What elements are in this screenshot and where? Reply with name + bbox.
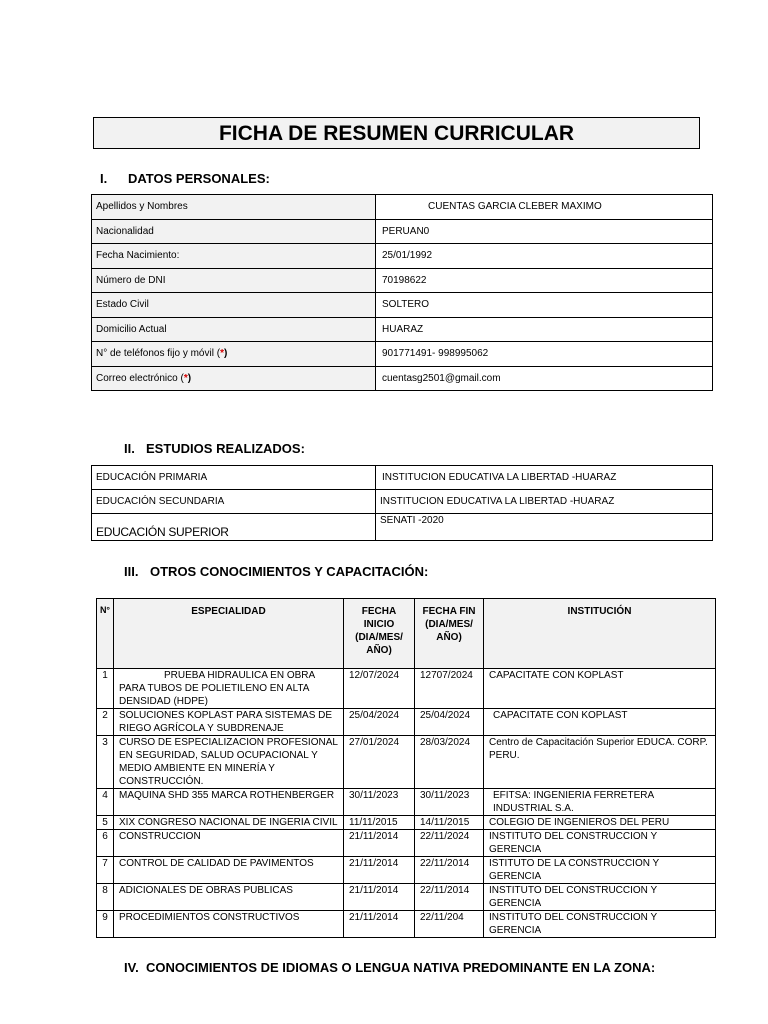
training-institucion: ISTITUTO DE LA CONSTRUCCION Y GERENCIA — [484, 857, 716, 884]
section-2-heading — [124, 441, 305, 456]
section-3-title: OTROS CONOCIMIENTOS Y CAPACITACIÓN: — [150, 564, 429, 579]
training-especialidad: ADICIONALES DE OBRAS PUBLICAS — [114, 884, 344, 911]
studies-value: INSTITUCION EDUCATIVA LA LIBERTAD -HUARAZ — [376, 466, 713, 490]
training-row — [97, 884, 716, 911]
header-especialidad: ESPECIALIDAD — [114, 599, 344, 669]
personal-label-text: N° de teléfonos fijo y móvil — [96, 348, 214, 360]
required-mark: * — [220, 348, 224, 360]
training-institucion: CAPACITATE CON KOPLAST — [484, 709, 716, 736]
training-fecha-fin: 22/11/2014 — [415, 857, 484, 884]
personal-value: CUENTAS GARCIA CLEBER MAXIMO — [376, 195, 713, 220]
personal-label-text: Estado Civil — [96, 299, 149, 311]
personal-row — [92, 342, 713, 367]
section-2-number: II. — [124, 441, 135, 456]
training-fecha-fin: 22/11/204 — [415, 911, 484, 938]
training-institucion: INSTITUTO DEL CONSTRUCCION Y GERENCIA — [484, 911, 716, 938]
personal-label — [92, 244, 376, 269]
training-row — [97, 830, 716, 857]
studies-table — [91, 465, 713, 541]
studies-value: INSTITUCION EDUCATIVA LA LIBERTAD -HUARAZ — [376, 490, 713, 514]
training-fecha-fin: 28/03/2024 — [415, 736, 484, 789]
personal-value: 70198622 — [376, 268, 713, 293]
training-fecha-fin: 30/11/2023 — [415, 789, 484, 816]
personal-value: 25/01/1992 — [376, 244, 713, 269]
training-especialidad: CONTROL DE CALIDAD DE PAVIMENTOS — [114, 857, 344, 884]
personal-row — [92, 219, 713, 244]
training-fecha-inicio: 11/11/2015 — [344, 816, 415, 830]
personal-value: cuentasg2501@gmail.com — [376, 366, 713, 391]
training-institucion: INSTITUTO DEL CONSTRUCCION Y GERENCIA — [484, 884, 716, 911]
training-fecha-inicio: 21/11/2014 — [344, 911, 415, 938]
personal-row — [92, 244, 713, 269]
personal-label-text: Nacionalidad — [96, 225, 154, 237]
personal-label-text: Domicilio Actual — [96, 323, 167, 335]
training-fecha-inicio: 21/11/2014 — [344, 830, 415, 857]
training-especialidad: PRUEBA HIDRAULICA EN OBRA PARA TUBOS DE POLIETILENO EN ALTA DENSIDAD (HDPE) — [114, 669, 344, 709]
personal-label-text: Apellidos y Nombres — [96, 201, 188, 213]
training-number: 3 — [97, 736, 114, 789]
training-number: 1 — [97, 669, 114, 709]
training-especialidad: MAQUINA SHD 355 MARCA ROTHENBERGER — [114, 789, 344, 816]
header-fecha-inicio: FECHA INICIO (DIA/MES/ AÑO) — [344, 599, 415, 669]
personal-label — [92, 317, 376, 342]
personal-label-text: Número de DNI — [96, 274, 166, 286]
personal-row — [92, 268, 713, 293]
training-row — [97, 816, 716, 830]
training-institucion: COLEGIO DE INGENIEROS DEL PERU — [484, 816, 716, 830]
studies-row — [92, 466, 713, 490]
personal-label — [92, 293, 376, 318]
training-especialidad: SOLUCIONES KOPLAST PARA SISTEMAS DE RIEGO AGRÍCOLA Y SUBDRENAJE — [114, 709, 344, 736]
personal-label-text: Fecha Nacimiento: — [96, 250, 180, 262]
section-4-heading — [124, 960, 655, 975]
training-especialidad: XIX CONGRESO NACIONAL DE INGERIA CIVIL — [114, 816, 344, 830]
training-fecha-inicio: 21/11/2014 — [344, 857, 415, 884]
studies-label: EDUCACIÓN PRIMARIA — [92, 466, 376, 490]
header-number: N° — [97, 599, 114, 669]
section-1-title: DATOS PERSONALES: — [128, 171, 270, 186]
training-row — [97, 669, 716, 709]
personal-row — [92, 366, 713, 391]
personal-label: N° de teléfonos fijo y móvil (*) — [92, 342, 376, 367]
training-number: 6 — [97, 830, 114, 857]
personal-label — [92, 195, 376, 220]
training-fecha-fin: 14/11/2015 — [415, 816, 484, 830]
studies-value: SENATI -2020 — [376, 514, 713, 541]
document-title: FICHA DE RESUMEN CURRICULAR — [93, 117, 700, 149]
training-number: 5 — [97, 816, 114, 830]
header-fecha-fin: FECHA FIN (DIA/MES/ AÑO) — [415, 599, 484, 669]
section-1-heading — [100, 171, 270, 186]
section-4-title: CONOCIMIENTOS DE IDIOMAS O LENGUA NATIVA PREDOMINANTE EN LA ZONA: — [146, 960, 656, 975]
header-institucion: INSTITUCIÓN — [484, 599, 716, 669]
personal-label: Correo electrónico (*) — [92, 366, 376, 391]
personal-label — [92, 219, 376, 244]
training-fecha-inicio: 27/01/2024 — [344, 736, 415, 789]
studies-row — [92, 514, 713, 541]
training-especialidad: CURSO DE ESPECIALIZACION PROFESIONAL EN SEGURIDAD, SALUD OCUPACIONAL Y MEDIO AMBIENTE EN MINERÍA Y CONSTRUCCIÓN. — [114, 736, 344, 789]
training-number: 2 — [97, 709, 114, 736]
personal-row — [92, 317, 713, 342]
training-fecha-fin: 12707/2024 — [415, 669, 484, 709]
training-fecha-inicio: 12/07/2024 — [344, 669, 415, 709]
training-number: 8 — [97, 884, 114, 911]
training-fecha-inicio: 21/11/2014 — [344, 884, 415, 911]
training-number: 9 — [97, 911, 114, 938]
section-3-number: III. — [124, 564, 139, 579]
training-table — [96, 598, 716, 938]
required-mark: * — [183, 372, 188, 384]
training-row — [97, 709, 716, 736]
training-fecha-fin: 22/11/2014 — [415, 884, 484, 911]
training-institucion: Centro de Capacitación Superior EDUCA. CORP. PERU. — [484, 736, 716, 789]
section-3-heading — [124, 564, 428, 579]
personal-label-text: Correo electrónico — [96, 372, 178, 384]
studies-label: EDUCACIÓN SUPERIOR — [92, 514, 376, 541]
personal-data-table — [91, 194, 713, 391]
training-row — [97, 911, 716, 938]
personal-value: PERUAN0 — [376, 219, 713, 244]
training-especialidad: CONSTRUCCION — [114, 830, 344, 857]
training-fecha-fin: 25/04/2024 — [415, 709, 484, 736]
training-row — [97, 736, 716, 789]
studies-label: EDUCACIÓN SECUNDARIA — [92, 490, 376, 514]
personal-row — [92, 293, 713, 318]
personal-value: HUARAZ — [376, 317, 713, 342]
studies-row — [92, 490, 713, 514]
personal-row — [92, 195, 713, 220]
training-fecha-fin: 22/11/2024 — [415, 830, 484, 857]
section-1-number: I. — [100, 171, 108, 186]
training-especialidad: PROCEDIMIENTOS CONSTRUCTIVOS — [114, 911, 344, 938]
training-institucion: EFITSA: INGENIERIA FERRETERA INDUSTRIAL S.A. — [484, 789, 716, 816]
section-2-title: ESTUDIOS REALIZADOS: — [146, 441, 305, 456]
training-header-row — [97, 599, 716, 669]
training-fecha-inicio: 30/11/2023 — [344, 789, 415, 816]
personal-label — [92, 268, 376, 293]
training-row — [97, 789, 716, 816]
training-number: 7 — [97, 857, 114, 884]
training-fecha-inicio: 25/04/2024 — [344, 709, 415, 736]
personal-value: 901771491- 998995062 — [376, 342, 713, 367]
section-4-number: IV. — [124, 960, 139, 975]
training-number: 4 — [97, 789, 114, 816]
training-institucion: INSTITUTO DEL CONSTRUCCION Y GERENCIA — [484, 830, 716, 857]
training-institucion: CAPACITATE CON KOPLAST — [484, 669, 716, 709]
training-row — [97, 857, 716, 884]
personal-value: SOLTERO — [376, 293, 713, 318]
